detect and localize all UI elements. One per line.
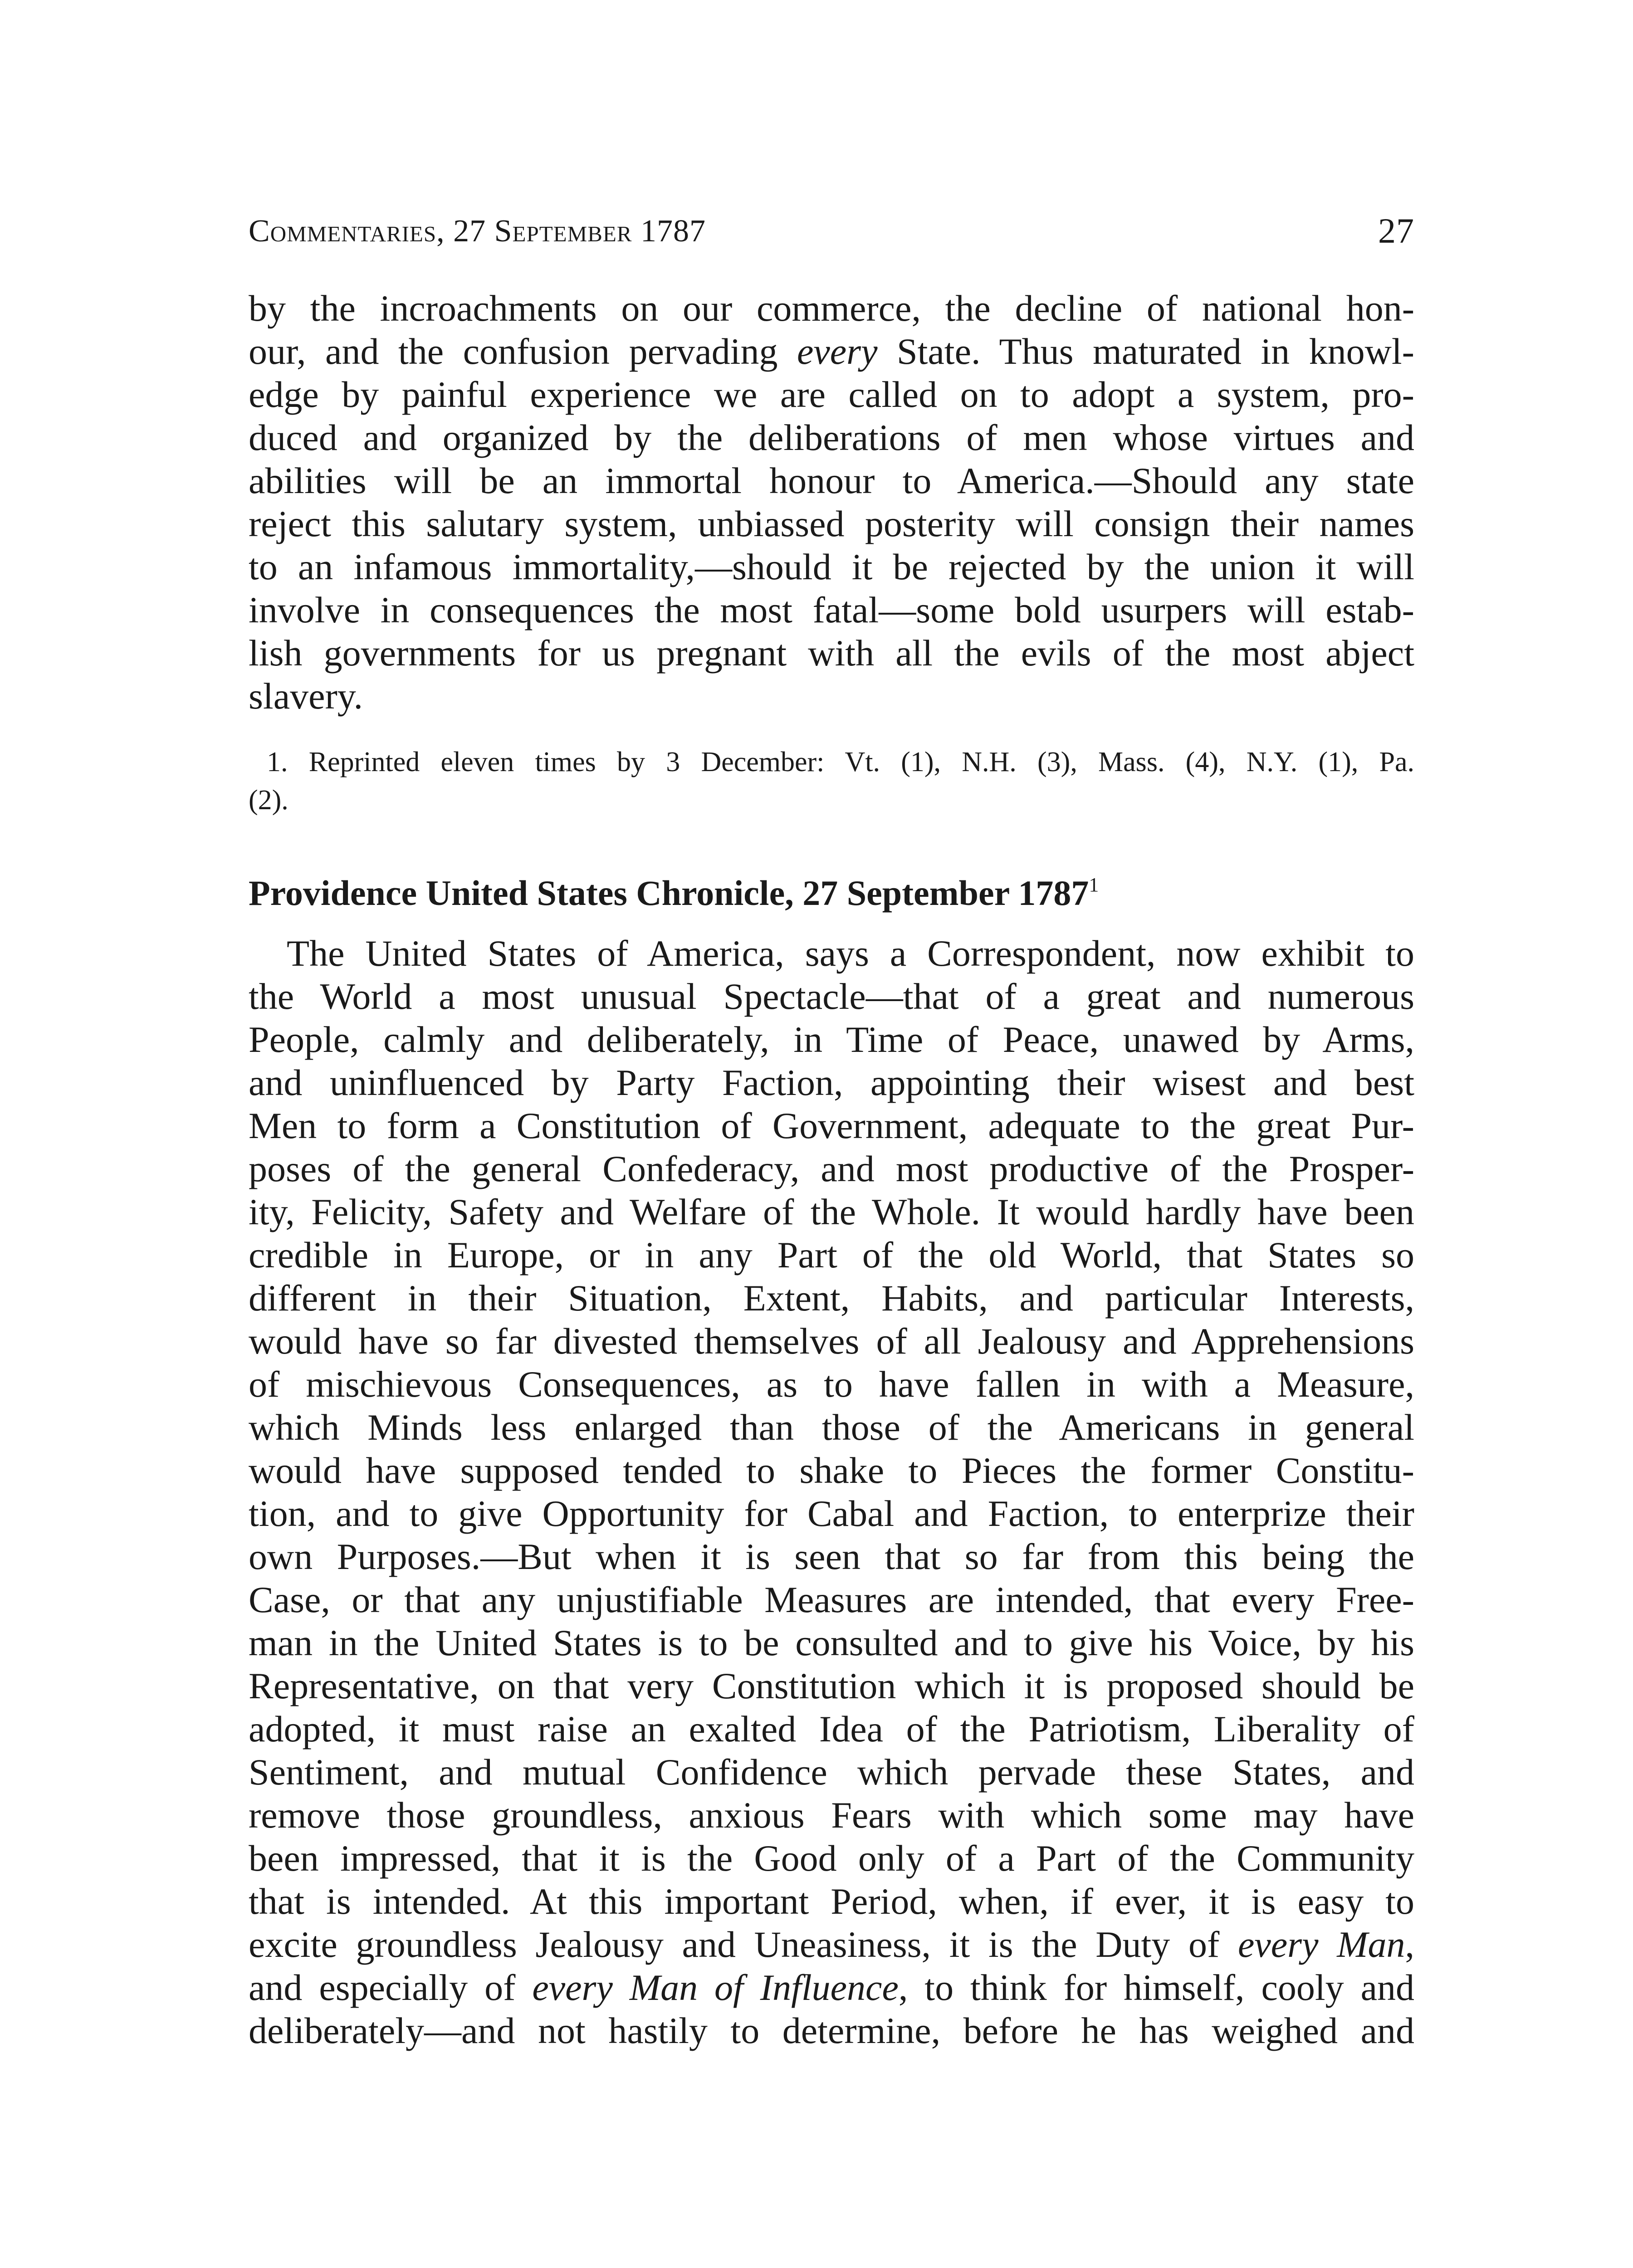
text-line: to an infamous immortality,—should it be rejected by the union it will <box>249 546 1414 587</box>
text-line: would have supposed tended to shake to Pieces the former Constitu- <box>249 1450 1414 1491</box>
text-line: remove those groundless, anxious Fears with which some may have <box>249 1794 1414 1836</box>
footnote-line: (2). <box>249 785 288 816</box>
text-line: man in the United States is to be consulted and to give his Voice, by his <box>249 1622 1414 1663</box>
text-line: adopted, it must raise an exalted Idea of the Patriotism, Liberality of <box>249 1708 1414 1750</box>
text-line: own Purposes.—But when it is seen that so far from this being the <box>249 1536 1414 1577</box>
text-line: our, and the confusion pervading every State. Thus maturated in knowl- <box>249 331 1414 372</box>
continued-paragraph <box>249 287 1414 718</box>
text-line: that is intended. At this important Period, when, if ever, it is easy to <box>249 1881 1414 1922</box>
text-line: been impressed, that it is the Good only of a Part of the Community <box>249 1838 1414 1879</box>
section-paragraph <box>249 932 1414 2052</box>
text-line: Case, or that any unjustifiable Measures are intended, that every Free- <box>249 1579 1414 1620</box>
text-line: abilities will be an immortal honour to America.—Should any state <box>249 460 1414 501</box>
text-line: which Minds less enlarged than those of the Americans in general <box>249 1407 1414 1448</box>
text-line: People, calmly and deliberately, in Time of Peace, unawed by Arms, <box>249 1019 1414 1060</box>
text-line: ity, Felicity, Safety and Welfare of the Whole. It would hardly have been <box>249 1191 1414 1232</box>
section-heading <box>249 873 1414 914</box>
text-line: by the incroachments on our commerce, the decline of national hon- <box>249 288 1414 329</box>
footnote-marker: 1 <box>1089 874 1099 896</box>
text-line: Representative, on that very Constitution which it is proposed should be <box>249 1665 1414 1706</box>
text-line: poses of the general Confederacy, and most productive of the Prosper- <box>249 1148 1414 1189</box>
text-line: of mischievous Consequences, as to have fallen in with a Measure, <box>249 1364 1414 1405</box>
section-heading-text: Providence United States Chronicle, 27 September 1787 <box>249 873 1089 913</box>
text-line: Men to form a Constitution of Government, adequate to the great Pur- <box>249 1105 1414 1146</box>
text-line: different in their Situation, Extent, Habits, and particular Interests, <box>249 1277 1414 1319</box>
text-line: slavery. <box>249 675 363 717</box>
text-line: The United States of America, says a Correspondent, now exhibit to <box>287 933 1414 974</box>
text-line: and uninfluenced by Party Faction, appointing their wisest and best <box>249 1062 1414 1103</box>
text-line: deliberately—and not hastily to determine, before he has weighed and <box>249 2010 1414 2051</box>
book-page <box>249 213 1414 2052</box>
italic-text: every Man of Influence <box>532 1967 899 2008</box>
text-line: excite groundless Jealousy and Uneasiness, it is the Duty of every Man, <box>249 1924 1414 1965</box>
text-line: Sentiment, and mutual Confidence which pervade these States, and <box>249 1751 1414 1793</box>
italic-text: every <box>797 331 878 372</box>
italic-text: every Man <box>1238 1924 1405 1965</box>
text-line: credible in Europe, or in any Part of the old World, that States so <box>249 1234 1414 1276</box>
text-line: edge by painful experience we are called on to adopt a system, pro- <box>249 374 1414 415</box>
text-line: reject this salutary system, unbiassed posterity will consign their names <box>249 503 1414 544</box>
text-line: involve in consequences the most fatal—some bold usurpers will estab- <box>249 589 1414 631</box>
text-line: duced and organized by the deliberations of men whose virtues and <box>249 417 1414 458</box>
text-line: the World a most unusual Spectacle—that of a great and numerous <box>249 976 1414 1017</box>
text-line: and especially of every Man of Influence, to think for himself, cooly and <box>249 1967 1414 2008</box>
text-line: would have so far divested themselves of all Jealousy and Apprehensions <box>249 1320 1414 1362</box>
running-head <box>249 213 1414 263</box>
page-number: 27 <box>1378 211 1414 250</box>
footnote <box>249 743 1414 819</box>
text-line: tion, and to give Opportunity for Cabal and Faction, to enterprize their <box>249 1493 1414 1534</box>
text-line: lish governments for us pregnant with all the evils of the most abject <box>249 632 1414 674</box>
running-head-title: Commentaries, 27 September 1787 <box>249 214 706 249</box>
footnote-line: 1. Reprinted eleven times by 3 December: Vt. (1), N.H. (3), Mass. (4), N.Y. (1), Pa. <box>267 747 1414 777</box>
